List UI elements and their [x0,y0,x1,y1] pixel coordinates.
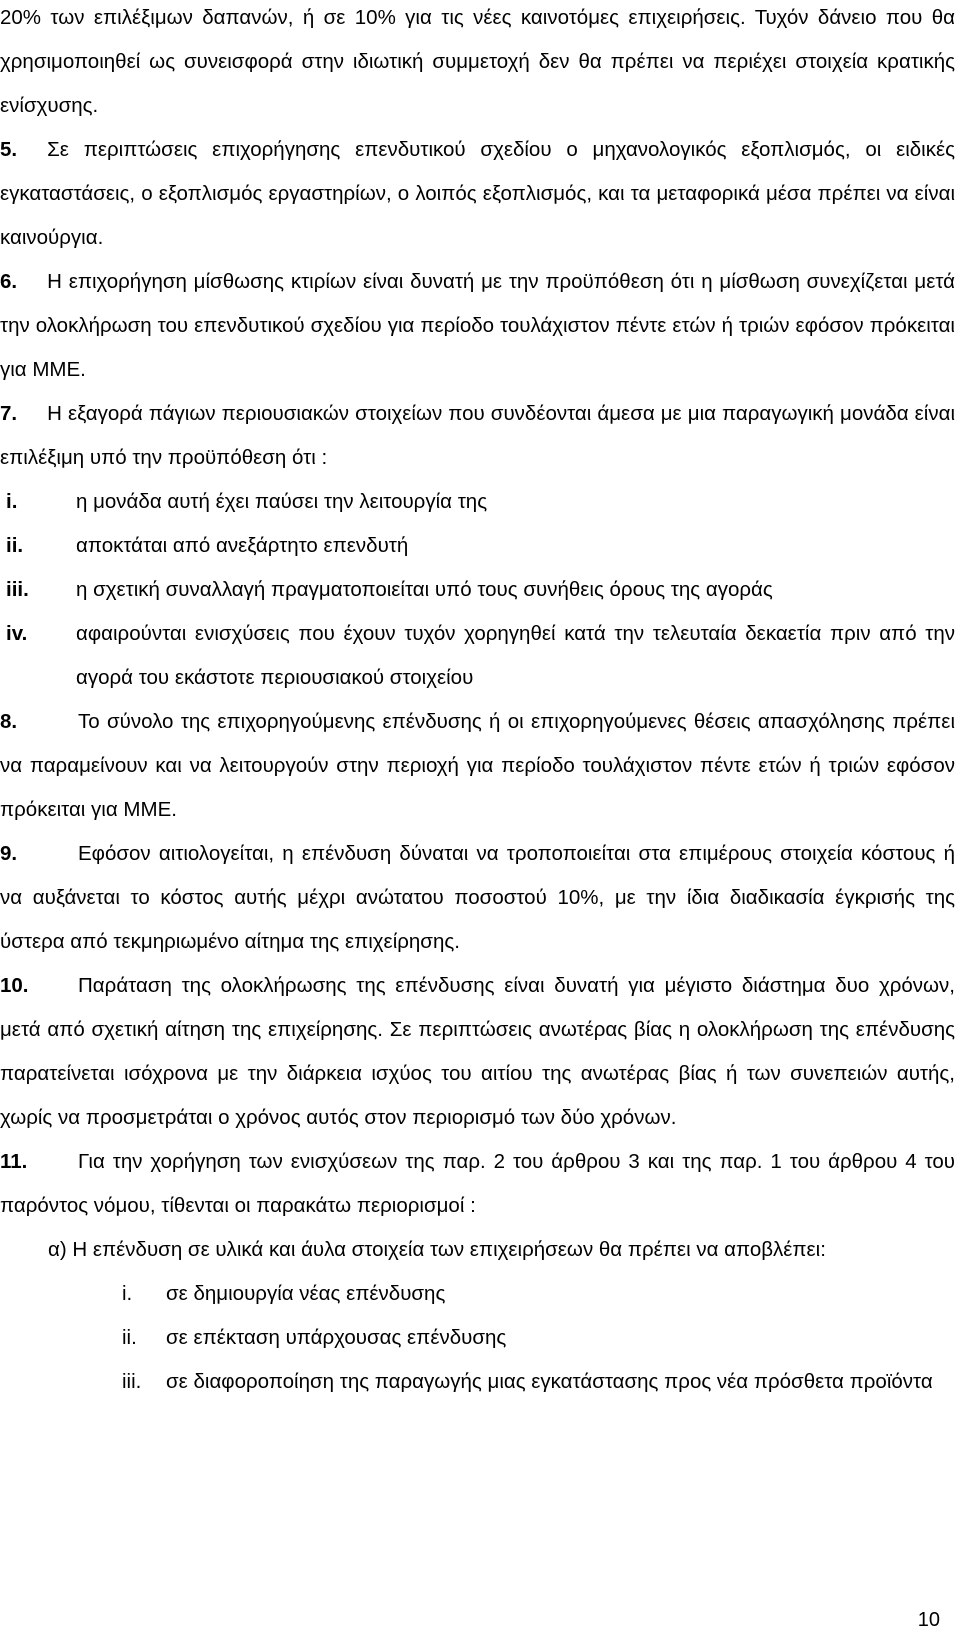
list-item-text: σε επέκταση υπάρχουσας επένδυσης [166,1326,507,1349]
list-item-text: αφαιρούνται ενισχύσεις που έχουν τυχόν χορηγηθεί κατά την τελευταία δεκαετία πριν από την αγορά του εκάστοτε περιουσιακού στοιχείου [76,622,955,689]
list-item-text: η μονάδα αυτή έχει παύσει την λειτουργία της [76,490,488,513]
list-item-label: ii. [122,1326,137,1349]
list-item [0,1272,955,1316]
paragraph-text: Εφόσον αιτιολογείται, η επένδυση δύναται να τροποποιείται στα επιμέρους στοιχεία κόστους ή να αυξάνεται το κόστος αυτής μέχρι ανώτατου ποσοστού 10%, με την ίδια διαδικασία έγκρισής της ύστερα από τεκμηριωμένο αίτημα της επιχείρησης. [0,842,955,953]
paragraph-6 [0,260,955,392]
list-item-label: iv. [6,622,28,645]
paragraph-number: 6. [0,270,18,293]
paragraph-11 [0,1140,955,1228]
list-item-label: i. [6,490,18,513]
list-item-label: ii. [6,534,24,557]
paragraph-text: Το σύνολο της επιχορηγούμενης επένδυσης ή οι επιχορηγούμενες θέσεις απασχόλησης πρέπει να παραμείνουν και να λειτουργούν στην περιοχή για περίοδο τουλάχιστον πέντε ετών ή τριών εφόσον πρόκειται για ΜΜΕ. [0,710,955,821]
list-item [0,1316,955,1360]
paragraph-8 [0,700,955,832]
list-item-text: αποκτάται από ανεξάρτητο επενδυτή [76,534,409,557]
list-item-label: i. [122,1282,133,1305]
list-item-label: iii. [122,1370,142,1393]
list-item [0,568,955,612]
list-item [0,612,955,700]
list-item-label: iii. [6,578,29,601]
paragraph-text: Η επιχορήγηση μίσθωσης κτιρίων είναι δυνατή με την προϋπόθεση ότι η μίσθωση συνεχίζεται μετά την ολοκλήρωση του επενδυτικού σχεδίου για περίοδο τουλάχιστον πέντε ετών ή τριών εφόσον πρόκειται για ΜΜΕ. [0,270,955,381]
paragraph-text: Σε περιπτώσεις επιχορήγησης επενδυτικού σχεδίου ο μηχανολογικός εξοπλισμός, οι ειδικές εγκαταστάσεις, ο εξοπλισμός εργαστηρίων, ο λοιπός εξοπλισμός, και τα μεταφορικά μέσα πρέπει να είναι καινούργια. [0,138,955,249]
page-number: 10 [917,1609,940,1631]
paragraph-5 [0,128,955,260]
list-item [0,524,955,568]
paragraph-number: 5. [0,138,18,161]
list-item [0,480,955,524]
paragraph-text: Για την χορήγηση των ενισχύσεων της παρ. 2 του άρθρου 3 και της παρ. 1 του άρθρου 4 του παρόντος νόμου, τίθενται οι παρακάτω περιορισμοί : [0,1150,955,1217]
list-item-text: σε δημιουργία νέας επένδυσης [166,1282,446,1305]
list-item [0,1360,955,1404]
paragraph-9 [0,832,955,964]
list-item-text: η σχετική συναλλαγή πραγματοποιείται υπό τους συνήθεις όρους της αγοράς [76,578,773,601]
paragraph-text: Παράταση της ολοκλήρωσης της επένδυσης είναι δυνατή για μέγιστο διάστημα δυο χρόνων, μετά από σχετική αίτηση της επιχείρησης. Σε περιπτώσεις ανωτέρας βίας η ολοκλήρωση της επένδυσης παρατείνεται ισόχρονα με την διάρκεια ισχύος του αιτίου της ανωτέρας βίας ή των συνεπειών αυτής, χωρίς να προσμετράται ο χρόνος αυτός στον περιορισμό των δύο χρόνων. [0,974,955,1129]
intro-paragraph: 20% των επιλέξιμων δαπανών, ή σε 10% για τις νέες καινοτόμες επιχειρήσεις. Τυχόν δάνειο που θα χρησιμοποιηθεί ως συνεισφορά στην ιδιωτική συμμετοχή δεν θα πρέπει να περιέχει στοιχεία κρατικής ενίσχυσης. [0,6,955,117]
list-item-text: σε διαφοροποίηση της παραγωγής μιας εγκατάστασης προς νέα πρόσθετα προϊόντα [166,1370,933,1393]
subsection-a: α) Η επένδυση σε υλικά και άυλα στοιχεία των επιχειρήσεων θα πρέπει να αποβλέπει: [48,1238,826,1261]
paragraph-text: Η εξαγορά πάγιων περιουσιακών στοιχείων που συνδέονται άμεσα με μια παραγωγική μονάδα είναι επιλέξιμη υπό την προϋπόθεση ότι : [0,402,955,469]
paragraph-number: 10. [0,974,29,997]
paragraph-7 [0,392,955,480]
paragraph-number: 9. [0,842,18,865]
paragraph-number: 11. [0,1150,28,1173]
paragraph-number: 8. [0,710,18,733]
paragraph-10 [0,964,955,1140]
paragraph-number: 7. [0,402,18,425]
